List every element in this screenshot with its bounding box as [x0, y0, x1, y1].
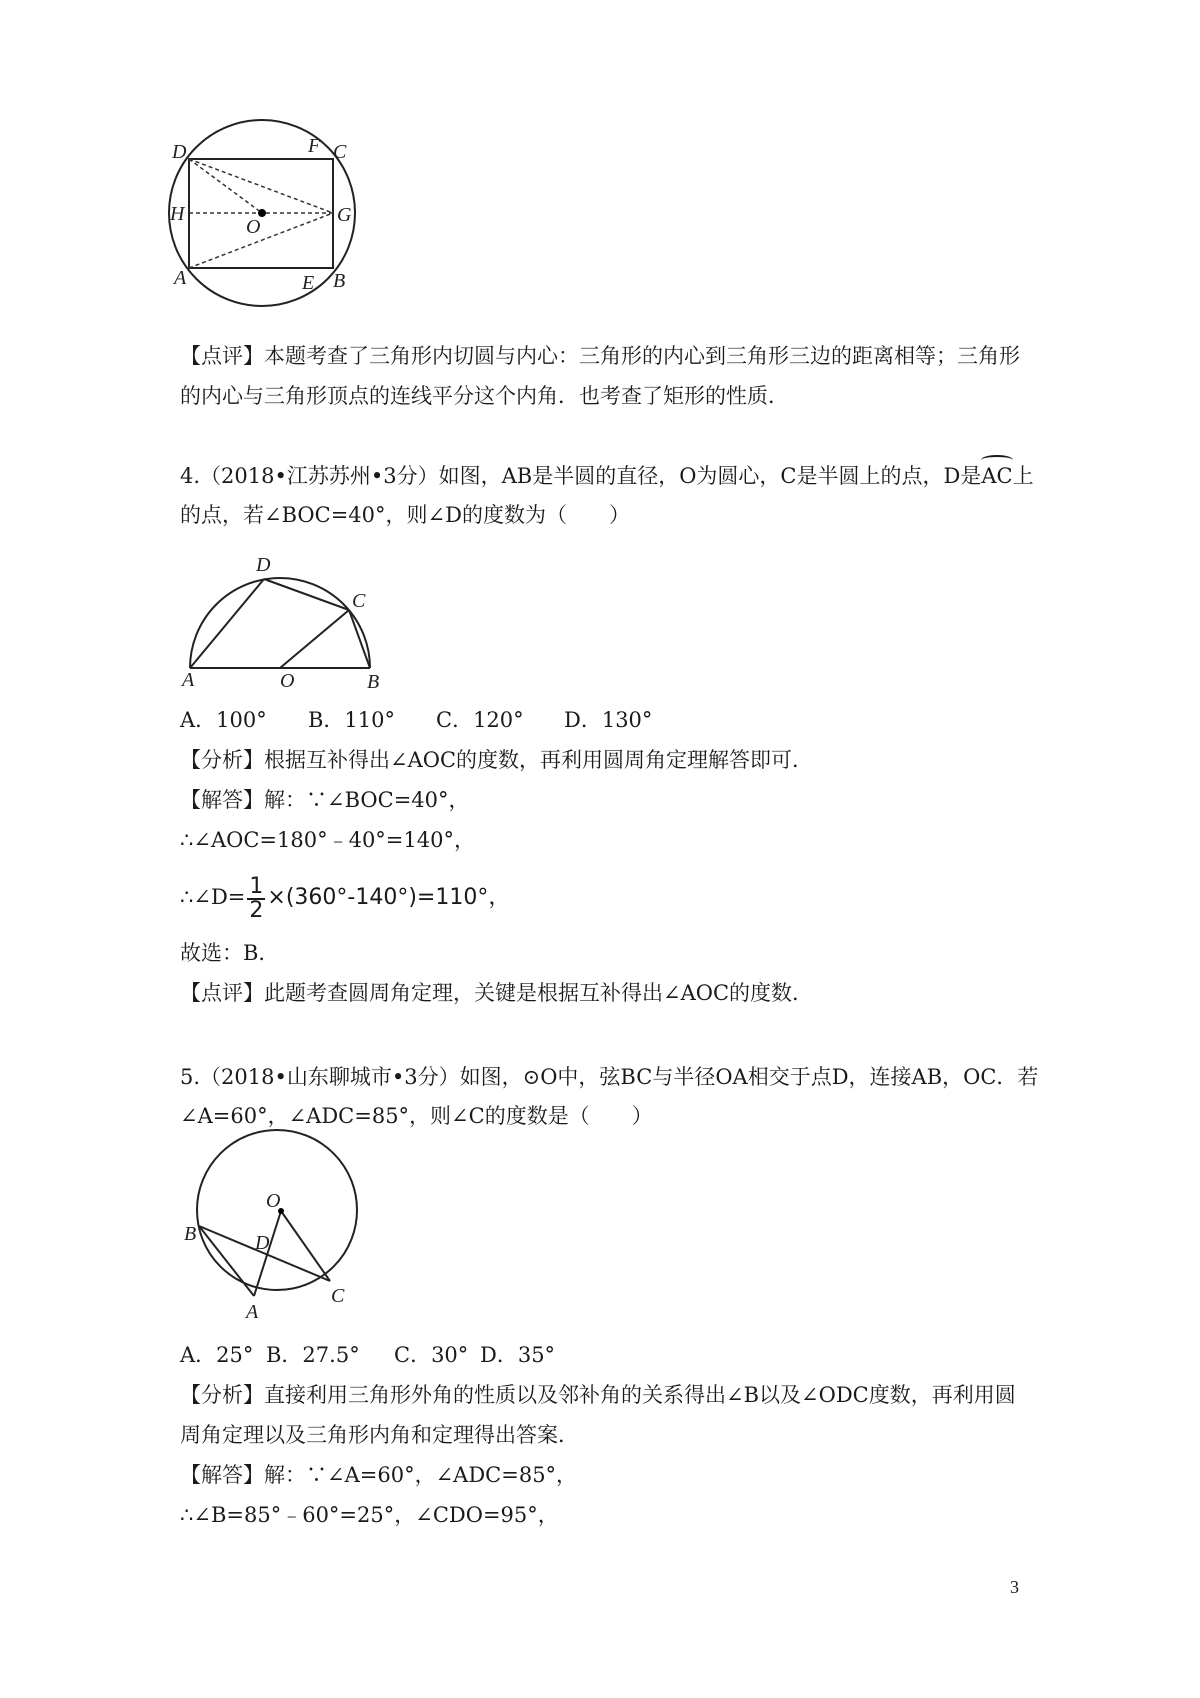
fraction-numerator: 1 — [249, 873, 264, 899]
label-O: O — [280, 670, 295, 692]
q5-stem-line-1: 5.（2018•山东聊城市•3分）如图，⊙O中，弦BC与半径OA相交于点D，连接AB，OC．若 — [180, 1065, 1039, 1089]
label-C: C — [333, 141, 347, 163]
label-D: D — [255, 1232, 270, 1254]
label-B: B — [367, 671, 380, 693]
q4-option-a: A．100° — [180, 708, 267, 732]
page-number: 3 — [1010, 1577, 1019, 1597]
label-A: A — [182, 669, 195, 691]
q5-option-a: A．25° — [180, 1343, 254, 1367]
q4-stem-text-end: 上 — [1012, 464, 1034, 488]
label-H: H — [170, 203, 185, 225]
label-F: F — [308, 135, 321, 157]
q4-solution-3-prefix: ∴∠D= — [180, 885, 246, 909]
label-A: A — [174, 267, 187, 289]
q4-solution-1: 【解答】解：∵∠BOC=40°， — [180, 788, 470, 812]
q4-option-d: D．130° — [564, 708, 653, 732]
q5-option-d: D．35° — [480, 1343, 556, 1367]
q4-comment: 【点评】此题考查圆周角定理，关键是根据互补得出∠AOC的度数． — [180, 981, 814, 1005]
q5-solution-2: ∴∠B=85°﹣60°=25°，∠CDO=95°， — [180, 1503, 559, 1527]
label-B: B — [333, 270, 346, 292]
label-C: C — [331, 1285, 345, 1307]
q3-comment-line-1: 【点评】本题考查了三角形内切圆与内心：三角形的内心到三角形三边的距离相等；三角形 — [180, 344, 1020, 368]
q5-option-c: C．30° — [394, 1343, 469, 1367]
q4-stem-line-2: 的点，若∠BOC=40°，则∠D的度数为（ ） — [180, 503, 630, 527]
q4-option-c: C．120° — [436, 708, 524, 732]
q4-analysis: 【分析】根据互补得出∠AOC的度数，再利用圆周角定理解答即可． — [180, 748, 814, 772]
q4-answer: 故选：B． — [180, 941, 280, 965]
q4-solution-3-suffix: ×(360°-140°)=110°， — [267, 885, 511, 910]
label-A: A — [246, 1301, 259, 1323]
arc-ac: AC — [981, 461, 1012, 491]
label-D: D — [172, 141, 187, 163]
q4-stem-text: 4.（2018•江苏苏州•3分）如图，AB是半圆的直径，O为圆心，C是半圆上的点，D是 — [180, 464, 982, 488]
label-C: C — [352, 590, 366, 612]
label-E: E — [302, 272, 315, 294]
label-O: O — [266, 1190, 281, 1212]
q4-option-b: B．110° — [308, 708, 396, 732]
q3-comment-line-2: 的内心与三角形顶点的连线平分这个内角．也考查了矩形的性质． — [180, 384, 789, 408]
q5-option-b: B．27.5° — [266, 1343, 360, 1367]
label-G: G — [337, 204, 352, 226]
q5-stem-line-2: ∠A=60°，∠ADC=85°，则∠C的度数是（ ） — [180, 1104, 653, 1128]
fraction-denominator: 2 — [249, 897, 264, 923]
label-D: D — [256, 554, 271, 576]
label-O: O — [246, 216, 261, 238]
label-B: B — [184, 1223, 197, 1245]
q5-analysis-2: 周角定理以及三角形内角和定理得出答案． — [180, 1423, 579, 1447]
q5-analysis-1: 【分析】直接利用三角形外角的性质以及邻补角的关系得出∠B以及∠ODC度数，再利用圆 — [180, 1383, 1016, 1407]
q4-solution-2: ∴∠AOC=180°﹣40°=140°， — [180, 828, 475, 852]
q5-solution-1: 【解答】解：∵∠A=60°，∠ADC=85°， — [180, 1463, 578, 1487]
